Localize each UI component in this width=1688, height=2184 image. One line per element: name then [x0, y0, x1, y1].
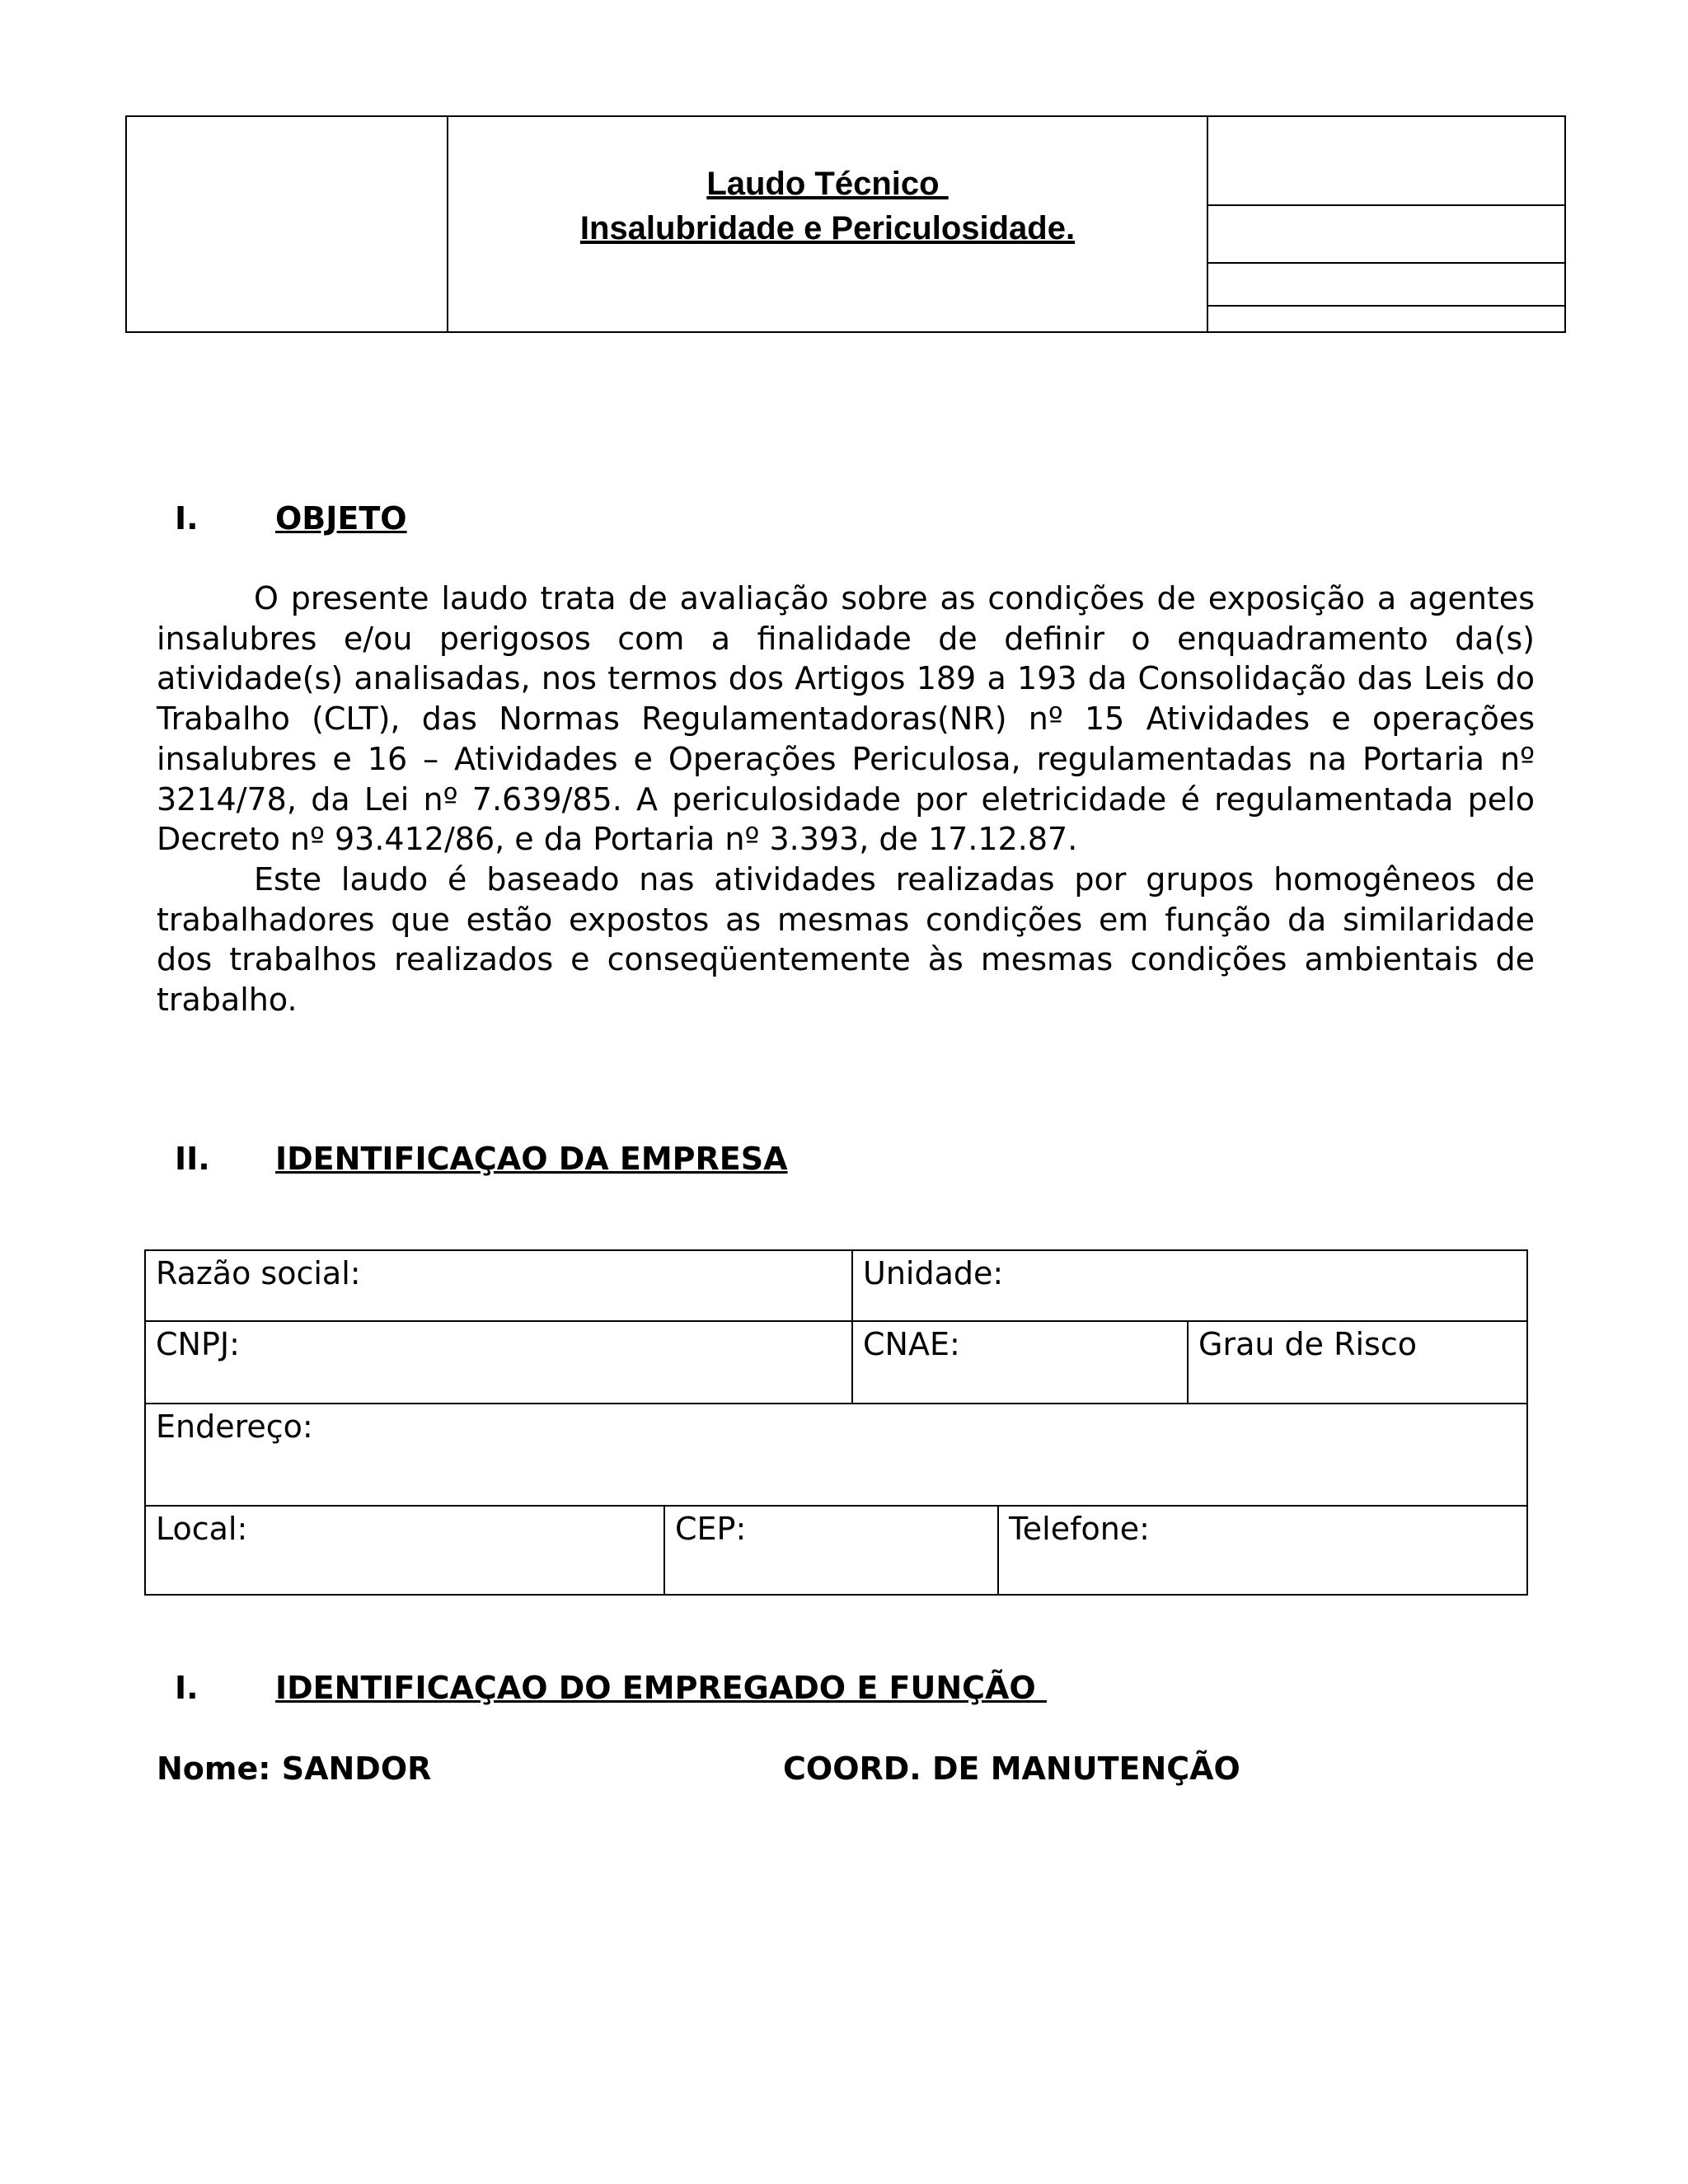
section-number: II.: [175, 1141, 210, 1177]
header-info-cell: [1208, 307, 1564, 331]
table-row: [145, 1321, 1527, 1404]
table-row: [145, 1506, 1527, 1595]
employee-name: Nome: SANDOR: [157, 1750, 432, 1787]
section-title: OBJETO: [275, 500, 407, 537]
cnpj-field: CNPJ:: [145, 1321, 852, 1404]
document-title: Laudo Técnico: [706, 166, 949, 202]
objeto-paragraph-2: Este laudo é baseado nas atividades realizadas por grupos homogêneos de trabalhadores que estão expostos as mesmas condições em função da similaridade dos trabalhos realizados e conseqüentemente às mesmas condições ambientais de trabalho.: [157, 860, 1535, 1019]
document-subtitle: Insalubridade e Periculosidade.: [579, 210, 1076, 246]
header-info-cell: [1208, 264, 1564, 307]
unidade-field: Unidade:: [852, 1250, 1527, 1321]
header-info-cell: [1208, 117, 1564, 206]
section-number: I.: [175, 500, 199, 537]
section-title: IDENTIFICAÇAO DO EMPREGADO E FUNÇÃO: [275, 1670, 1047, 1706]
employee-role: COORD. DE MANUTENÇÃO: [783, 1750, 1240, 1787]
telefone-field: Telefone:: [998, 1506, 1527, 1595]
local-field: Local:: [145, 1506, 664, 1595]
razao-social-field: Razão social:: [145, 1250, 852, 1321]
header-title-cell: [448, 117, 1208, 331]
header-info-cell: [1208, 206, 1564, 264]
section-empresa-heading: [175, 1141, 788, 1177]
section-objeto-heading: [175, 500, 407, 537]
table-row: [145, 1404, 1527, 1506]
objeto-body: [157, 579, 1535, 1020]
section-number: I.: [175, 1670, 199, 1706]
document-header: [125, 115, 1566, 333]
cep-field: CEP:: [664, 1506, 998, 1595]
objeto-paragraph-1: O presente laudo trata de avaliação sobre as condições de exposição a agentes insalubres e/ou perigosos com a finalidade de definir o enquadramento da(s) atividade(s) analisadas, nos termos dos Artigos 189 a 193 da Consolidação das Leis do Trabalho (CLT), das Normas Regulamentadoras(NR) nº 15 Atividades e operações insalubres e 16 – Atividades e Operações Periculosa, regulamentadas na Portaria nº 3214/78, da Lei nº 7.639/85. A periculosidade por eletricidade é regulamentada pelo Decreto nº 93.412/86, e da Portaria nº 3.393, de 17.12.87.: [157, 580, 1535, 858]
header-info-cells: [1208, 117, 1564, 331]
company-table: [144, 1249, 1528, 1596]
cnae-field: CNAE:: [852, 1321, 1188, 1404]
grau-risco-field: Grau de Risco: [1188, 1321, 1527, 1404]
header-logo-cell: [127, 117, 448, 331]
section-title: IDENTIFICAÇAO DA EMPRESA: [275, 1141, 788, 1177]
endereco-field: Endereço:: [145, 1404, 1527, 1506]
table-row: [145, 1250, 1527, 1321]
section-empregado-heading: [175, 1670, 1047, 1706]
